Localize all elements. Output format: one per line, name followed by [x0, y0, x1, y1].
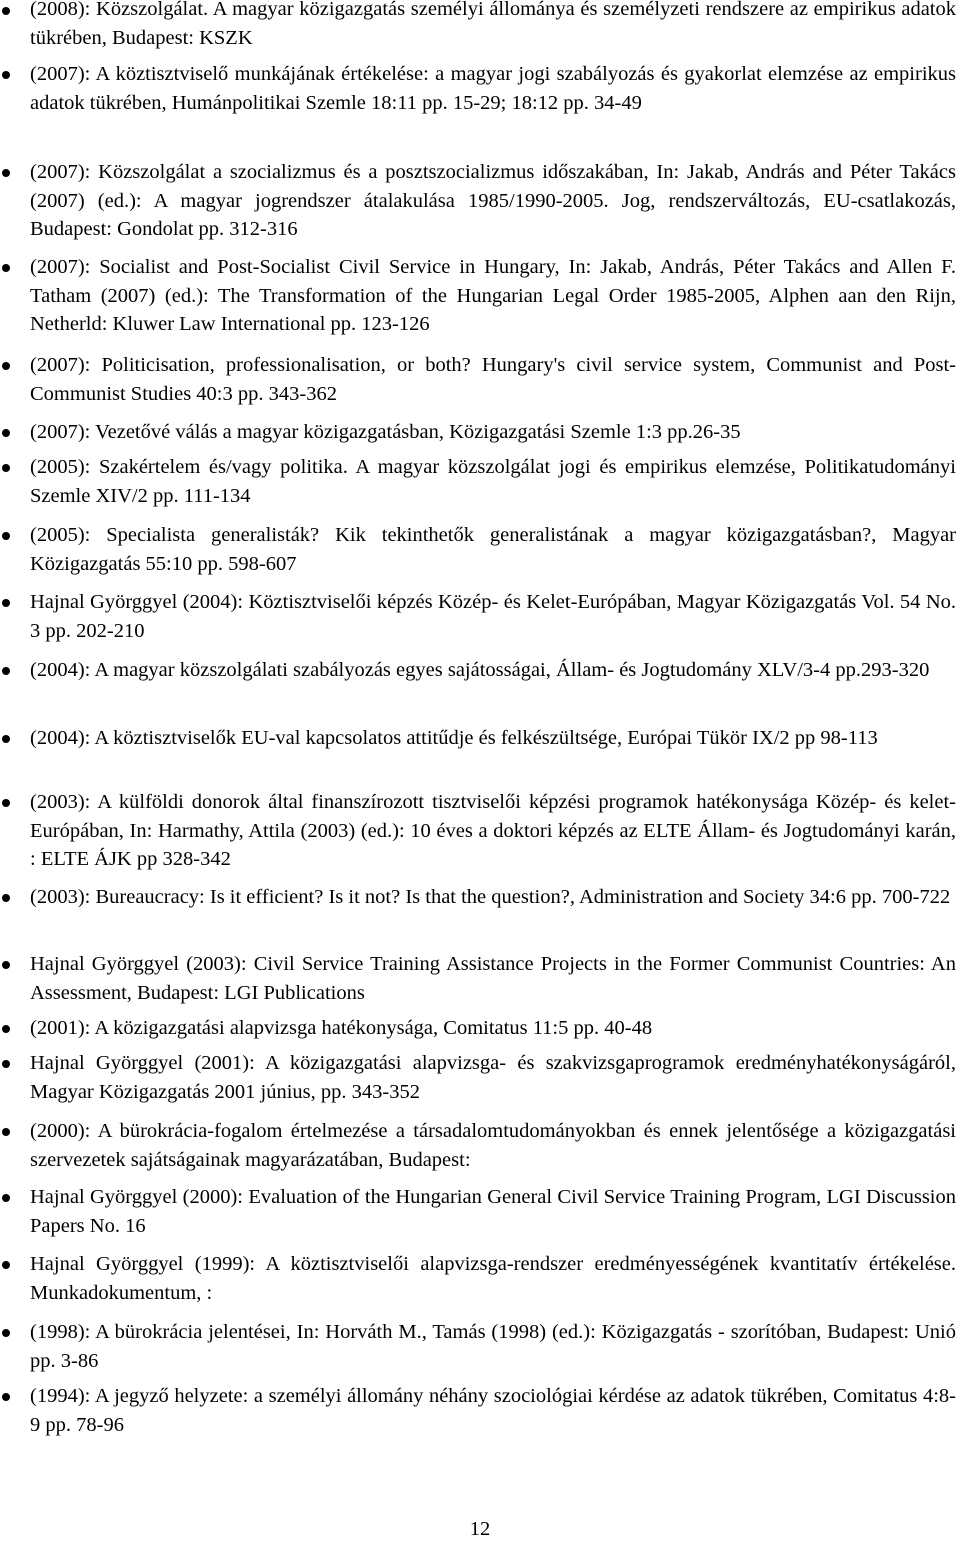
reference-text: (2008): Közszolgálat. A magyar közigazgatás személyi állománya és személyzeti rendszere az empirikus adatok tükrében, Budapest: KSZK	[30, 0, 956, 49]
reference-text: (2005): Specialista generalisták? Kik tekinthetők generalistának a magyar közigazgatásban?, Magyar Közigazgatás 55:10 pp. 598-607	[30, 524, 956, 575]
reference-text: (2000): A bürokrácia-fogalom értelmezése a társadalomtudományokban és ennek jelentősége a közigazgatási szervezetek sajátságainak magyarázatában, Budapest:	[30, 1120, 956, 1171]
bullet-icon	[2, 667, 10, 675]
bullet-icon	[2, 464, 10, 472]
reference-text: (2001): A közigazgatási alapvizsga hatékonysága, Comitatus 11:5 pp. 40-48	[30, 1017, 653, 1039]
bullet-icon	[2, 1060, 10, 1068]
bullet-icon	[2, 429, 10, 437]
reference-text: (2003): Bureaucracy: Is it efficient? Is it not? Is that the question?, Administration and Society 34:6 pp. 700-722	[30, 886, 951, 908]
reference-text: (1994): A jegyző helyzete: a személyi állomány néhány szociológiai kérdése az adatok tükrében, Comitatus 4:8-9 pp. 78-96	[30, 1385, 956, 1436]
bullet-icon	[2, 71, 10, 79]
reference-text: (2007): Vezetővé válás a magyar közigazgatásban, Közigazgatási Szemle 1:3 pp.26-35	[30, 421, 741, 443]
bullet-icon	[2, 799, 10, 807]
reference-text: (2007): Politicisation, professionalisation, or both? Hungary's civil service system, Communist and Post-Communist Studies 40:3 pp. 343-362	[30, 354, 956, 405]
bullet-icon	[2, 1393, 10, 1401]
reference-text: (2007): Közszolgálat a szocializmus és a posztszocializmus időszakában, In: Jakab, András and Péter Takács (2007) (ed.): A magyar jogrendszer átalakulása 1985/1990-2005. Jog, rendszerváltozás, EU-csatlakozás, Budapest: Gondolat pp. 312-316	[30, 161, 956, 241]
bullet-icon	[2, 1329, 10, 1337]
reference-text: Hajnal Györggyel (1999): A köztisztviselői alapvizsga-rendszer eredményességének kvantitatív értékelése. Munkadokumentum, :	[30, 1253, 956, 1304]
reference-text: (2005): Szakértelem és/vagy politika. A magyar közszolgálat jogi és empirikus elemzése, Politikatudományi Szemle XIV/2 pp. 111-134	[30, 456, 956, 507]
bullet-icon	[2, 599, 10, 607]
bullet-icon	[2, 1194, 10, 1202]
page-number: 12	[469, 1518, 491, 1540]
bullet-icon	[2, 961, 10, 969]
bullet-icon	[2, 1025, 10, 1033]
bullet-icon	[2, 7, 10, 15]
reference-text: (1998): A bürokrácia jelentései, In: Horváth M., Tamás (1998) (ed.): Közigazgatás - szorítóban, Budapest: Unió pp. 3-86	[30, 1321, 956, 1372]
reference-text: Hajnal Györggyel (2003): Civil Service Training Assistance Projects in the Former Communist Countries: An Assessment, Budapest: LGI Publications	[30, 953, 956, 1004]
reference-text: (2007): A köztisztviselő munkájának értékelése: a magyar jogi szabályozás és gyakorlat elemzése az empirikus adatok tükrében, Humánpolitikai Szemle 18:11 pp. 15-29; 18:12 pp. 34-49	[30, 63, 956, 114]
bullet-icon	[2, 362, 10, 370]
bullet-icon	[2, 1261, 10, 1269]
reference-text: (2004): A köztisztviselők EU-val kapcsolatos attitűdje és felkészültsége, Európai Tükör IX/2 pp 98-113	[30, 727, 878, 749]
reference-text: (2003): A külföldi donorok által finanszírozott tisztviselői képzési programok hatékonysága Közép- és kelet-Európában, In: Harmathy, Attila (2003) (ed.): 10 éves a doktori képzés az ELTE Állam- és Jogtudományi karán, : ELTE ÁJK pp 328-342	[30, 791, 956, 871]
bullet-icon	[2, 169, 10, 177]
bullet-icon	[2, 532, 10, 540]
bullet-icon	[2, 894, 10, 902]
reference-text: (2004): A magyar közszolgálati szabályozás egyes sajátosságai, Állam- és Jogtudomány XLV/3-4 pp.293-320	[30, 659, 930, 681]
reference-text: (2007): Socialist and Post-Socialist Civil Service in Hungary, In: Jakab, András, Péter Takács and Allen F. Tatham (2007) (ed.): The Transformation of the Hungarian Legal Order 1985-2005, Alphen aan den Rijn, Netherld: Kluwer Law International pp. 123-126	[30, 256, 956, 336]
reference-text: Hajnal Györggyel (2004): Köztisztviselői képzés Közép- és Kelet-Európában, Magyar Közigazgatás Vol. 54 No. 3 pp. 202-210	[30, 591, 956, 642]
bullet-icon	[2, 735, 10, 743]
reference-text: Hajnal Györggyel (2000): Evaluation of the Hungarian General Civil Service Training Program, LGI Discussion Papers No. 16	[30, 1186, 956, 1237]
bullet-icon	[2, 264, 10, 272]
bullet-icon	[2, 1128, 10, 1136]
reference-text: Hajnal Györggyel (2001): A közigazgatási alapvizsga- és szakvizsgaprogramok eredményhatékonyságáról, Magyar Közigazgatás 2001 június, pp. 343-352	[30, 1052, 956, 1103]
